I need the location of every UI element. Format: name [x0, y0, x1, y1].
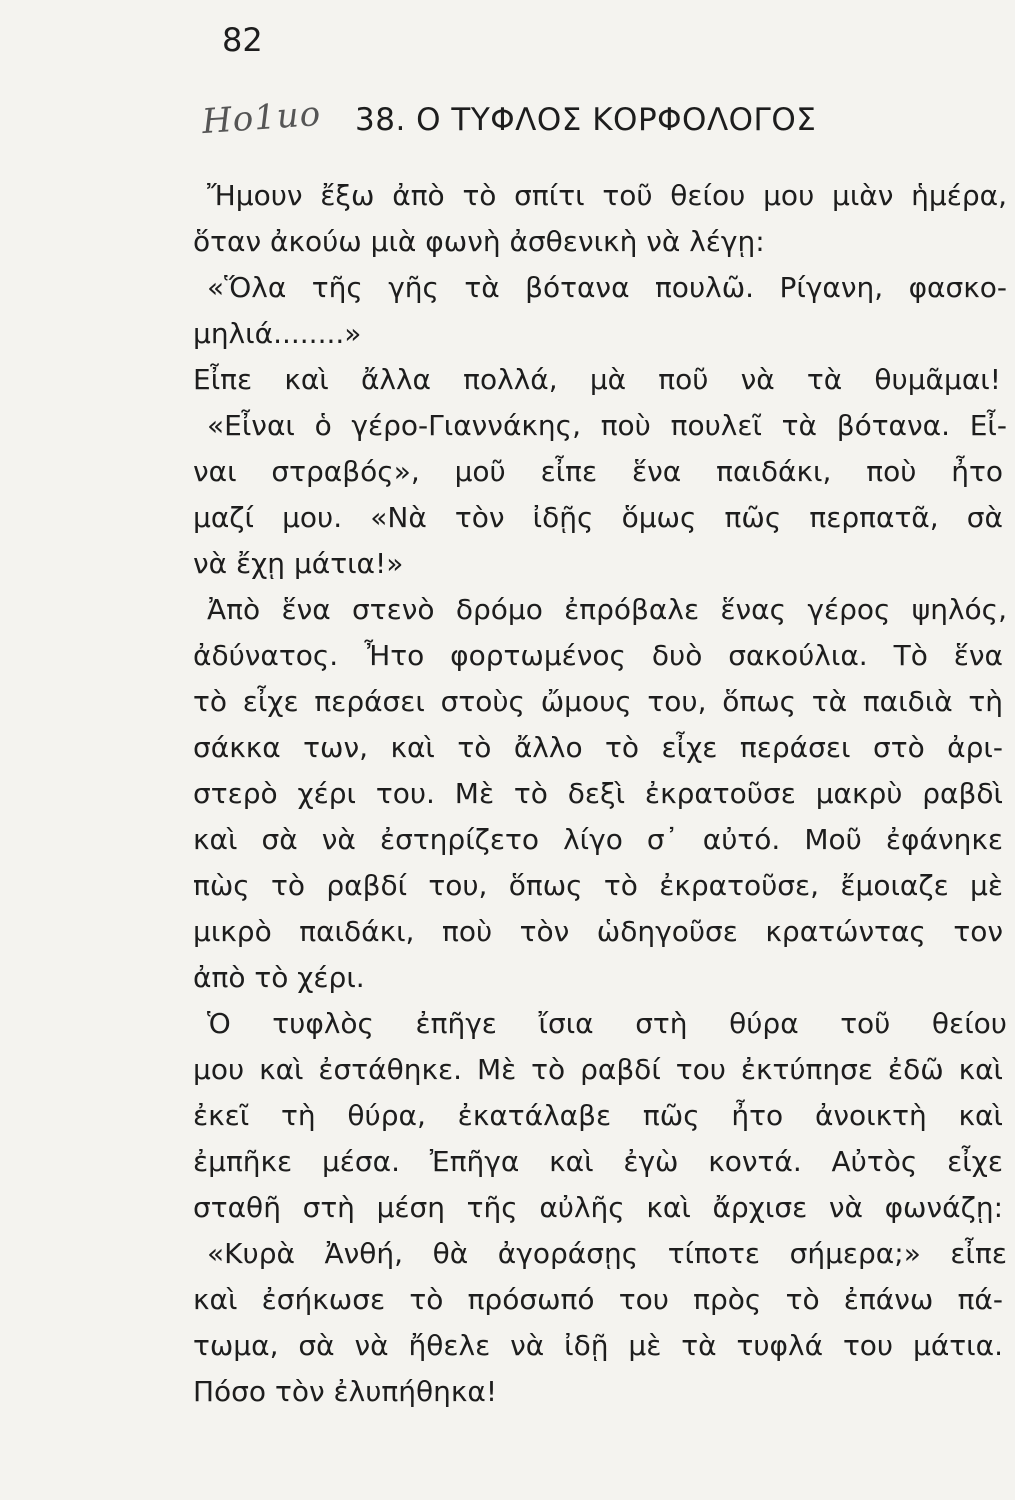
- text-line: καὶ σὰ νὰ ἐστηρίζετο λίγο σ᾽ αὐτό. Μοῦ ἐφάνηκε: [193, 823, 1003, 856]
- text-line: σταθῆ στὴ μέση τῆς αὐλῆς καὶ ἄρχισε νὰ φωνάζῃ:: [193, 1191, 1003, 1224]
- text-line: Ἀπὸ ἕνα στενὸ δρόμο ἐπρόβαλε ἕνας γέρος ψηλός,: [207, 593, 1007, 626]
- handwritten-note: Ηо1ио: [200, 93, 323, 143]
- text-line: ἐκεῖ τὴ θύρα, ἐκατάλαβε πῶς ἦτο ἀνοικτὴ καὶ: [193, 1099, 1003, 1132]
- text-line: ὅταν ἀκούω μιὰ φωνὴ ἀσθενικὴ νὰ λέγῃ:: [193, 225, 765, 258]
- text-line: καὶ ἐσήκωσε τὸ πρόσωπό του πρὸς τὸ ἐπάνω πά-: [193, 1283, 1003, 1316]
- text-line: «Εἶναι ὁ γέρο-Γιαννάκης, ποὺ πουλεῖ τὰ βότανα. Εἶ-: [207, 409, 1007, 442]
- chapter-title: 38. Ο ΤΥΦΛΟΣ ΚΟΡΦΟΛΟΓΟΣ: [355, 102, 817, 138]
- text-line: μαζί μου. «Νὰ τὸν ἰδῇς ὅμως πῶς περπατᾶ, σὰ: [193, 501, 1003, 534]
- text-line: ἐμπῆκε μέσα. Ἐπῆγα καὶ ἐγὼ κοντά. Αὐτὸς εἶχε: [193, 1145, 1003, 1178]
- text-line: μικρὸ παιδάκι, ποὺ τὸν ὡδηγοῦσε κρατώντας τον: [193, 915, 1003, 948]
- text-line: Ὁ τυφλὸς ἐπῆγε ἴσια στὴ θύρα τοῦ θείου: [207, 1007, 1007, 1040]
- text-line: ναι στραβός», μοῦ εἶπε ἕνα παιδάκι, ποὺ ἦτο: [193, 455, 1003, 488]
- text-line: τὸ εἶχε περάσει στοὺς ὤμους του, ὅπως τὰ παιδιὰ τὴ: [193, 685, 1003, 718]
- text-line: στερὸ χέρι του. Μὲ τὸ δεξὶ ἐκρατοῦσε μακρὺ ραβδὶ: [193, 777, 1003, 810]
- text-line: Εἶπε καὶ ἄλλα πολλά, μὰ ποῦ νὰ τὰ θυμᾶμαι!: [193, 363, 1001, 396]
- text-line: τωμα, σὰ νὰ ἤθελε νὰ ἰδῇ μὲ τὰ τυφλά του μάτια.: [193, 1329, 1003, 1362]
- text-line: Πόσο τὸν ἐλυπήθηκα!: [193, 1375, 498, 1408]
- page-number: 82: [222, 21, 263, 59]
- text-line: Ἤμουν ἔξω ἀπὸ τὸ σπίτι τοῦ θείου μου μιὰν ἡμέρα,: [207, 179, 1007, 212]
- text-line: ἀπὸ τὸ χέρι.: [193, 961, 365, 994]
- text-line: «Ὅλα τῆς γῆς τὰ βότανα πουλῶ. Ρίγανη, φασκο-: [207, 271, 1007, 304]
- text-line: νὰ ἔχῃ μάτια!»: [193, 547, 404, 580]
- text-line: ἀδύνατος. Ἦτο φορτωμένος δυὸ σακούλια. Τὸ ἕνα: [193, 639, 1003, 672]
- text-line: μου καὶ ἐστάθηκε. Μὲ τὸ ραβδί του ἐκτύπησε ἐδῶ καὶ: [193, 1053, 1003, 1086]
- text-line: «Κυρὰ Ἀνθή, θὰ ἀγοράσῃς τίποτε σήμερα;» εἶπε: [207, 1237, 1007, 1270]
- text-line: πὼς τὸ ραβδί του, ὅπως τὸ ἐκρατοῦσε, ἔμοιαζε μὲ: [193, 869, 1003, 902]
- text-line: μηλιά........»: [193, 317, 362, 350]
- text-line: σάκκα των, καὶ τὸ ἄλλο τὸ εἶχε περάσει στὸ ἀρι-: [193, 731, 1003, 764]
